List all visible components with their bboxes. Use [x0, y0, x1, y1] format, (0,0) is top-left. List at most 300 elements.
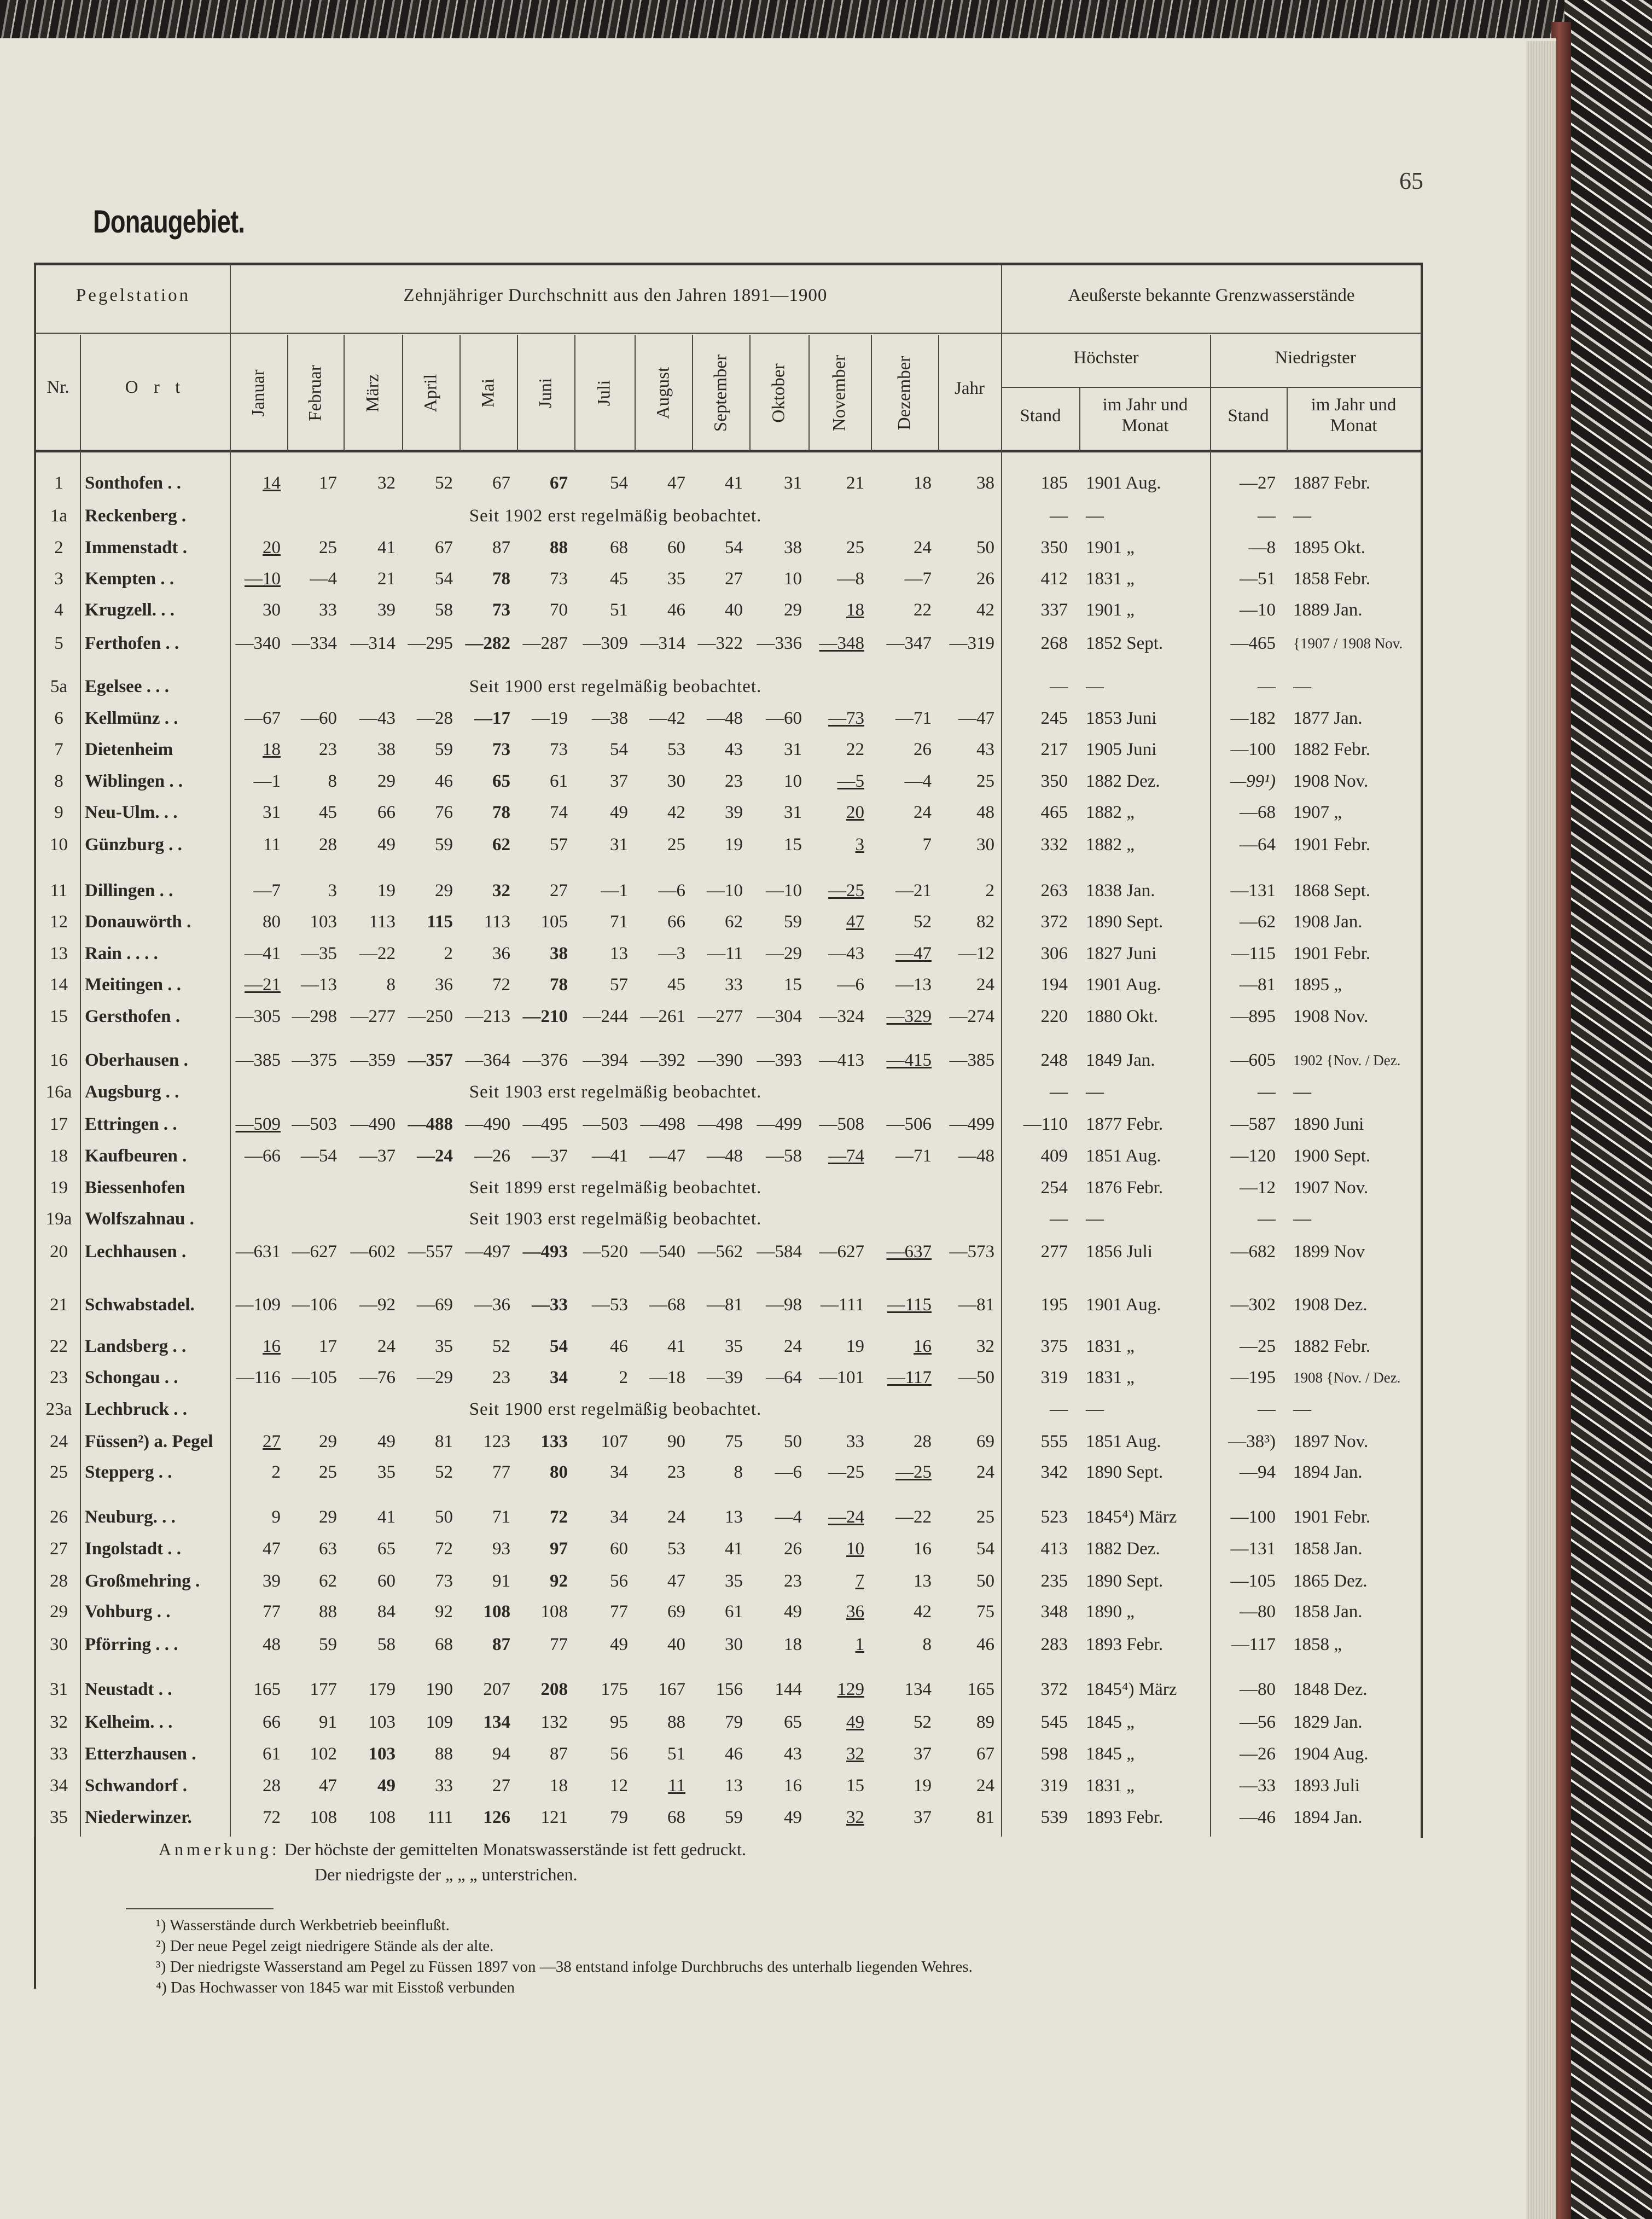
header-bottom-rule: [34, 450, 1422, 452]
row-value: 13: [725, 1776, 743, 1796]
row-niedrigster-stand: —25: [1240, 1337, 1276, 1356]
row-nr: 15: [50, 1007, 68, 1026]
row-nr: 31: [50, 1680, 68, 1699]
row-value: —37: [359, 1146, 395, 1166]
row-value: 27: [725, 569, 743, 589]
row-value: —76: [359, 1368, 395, 1387]
row-niedrigster-jahr-monat: 1829 Jan.: [1293, 1712, 1363, 1732]
row-value: —213: [465, 1007, 510, 1026]
row-hoechster-jahr-monat: 1890 Sept.: [1086, 1462, 1164, 1482]
month-header-10: Oktober: [769, 363, 789, 423]
table-row: [0, 703, 1422, 734]
row-value: 30: [667, 771, 685, 791]
anmerkung-line2: Der niedrigste der „ „ „ unterstrichen.: [315, 1864, 578, 1884]
col-rule-month-header: [344, 335, 345, 451]
row-value: 10: [784, 569, 802, 589]
row-ort: Etterzhausen .: [85, 1744, 196, 1764]
row-value: 68: [610, 538, 628, 557]
row-ort: Schongau . .: [85, 1368, 178, 1387]
row-hoechster-jahr-monat: 1838 Jan.: [1086, 881, 1155, 901]
row-hoechster-jahr-monat: 1845 „: [1086, 1712, 1135, 1732]
row-value: 33: [725, 975, 743, 995]
row-nr: 28: [50, 1571, 68, 1591]
row-nr: 29: [50, 1602, 68, 1622]
col-rule-month-header: [459, 335, 461, 451]
table-row: [0, 1629, 1422, 1660]
row-value: 87: [550, 1744, 568, 1764]
row-niedrigster-stand: —8: [1248, 538, 1276, 557]
row-value: 36: [492, 944, 510, 963]
row-ort: Ferthofen . .: [85, 634, 179, 653]
row-value: 25: [319, 1462, 337, 1482]
row-value: 26: [976, 569, 994, 589]
row-ort: Pförring . . .: [85, 1635, 178, 1654]
row-value: 107: [601, 1432, 628, 1451]
row-hoechster-stand: 319: [1040, 1776, 1068, 1796]
row-value: —322: [697, 634, 743, 653]
row-value: 25: [846, 538, 864, 557]
row-value: 36: [846, 1602, 864, 1622]
table-row: [0, 532, 1422, 563]
row-niedrigster-jahr-monat: 1858 Febr.: [1293, 569, 1371, 589]
row-value: 190: [426, 1680, 453, 1699]
row-value: 73: [435, 1571, 453, 1591]
row-value: —540: [640, 1242, 685, 1262]
row-value: —50: [958, 1368, 994, 1387]
row-value: —385: [949, 1050, 994, 1070]
row-value: 25: [319, 538, 337, 557]
row-ort: Gersthofen .: [85, 1007, 181, 1026]
row-value: 78: [492, 569, 510, 589]
row-value: 75: [976, 1602, 994, 1622]
row-value: 67: [492, 473, 510, 493]
row-value: —67: [245, 708, 281, 728]
row-hoechster-stand: 545: [1040, 1712, 1068, 1732]
row-value: —22: [895, 1507, 932, 1527]
row-value: 53: [667, 740, 685, 759]
row-value: 19: [725, 835, 743, 855]
header-grenzwasserstaende: Aeußerste bekannte Grenzwasserstände: [1068, 286, 1355, 305]
row-value: —1: [601, 881, 628, 901]
row-value: 66: [667, 912, 685, 932]
row-value: —415: [886, 1050, 932, 1070]
row-value: 22: [846, 740, 864, 759]
row-value: —637: [886, 1242, 932, 1262]
row-value: —509: [235, 1114, 281, 1134]
row-niedrigster-stand: —: [1258, 1209, 1276, 1229]
row-value: —7: [904, 569, 932, 589]
row-value: 113: [484, 912, 510, 932]
header-hoechster: Höchster: [1073, 348, 1139, 368]
row-nr: 6: [54, 708, 63, 728]
row-value: —41: [245, 944, 281, 963]
row-value: —392: [640, 1050, 685, 1070]
row-niedrigster-jahr-monat: —: [1293, 677, 1311, 696]
row-value: 8: [922, 1635, 932, 1654]
row-value: —26: [474, 1146, 510, 1166]
row-hoechster-stand: 332: [1040, 835, 1068, 855]
row-value: —101: [819, 1368, 864, 1387]
row-nr: 17: [50, 1114, 68, 1134]
row-value: 49: [784, 1808, 802, 1827]
row-value: 77: [610, 1602, 628, 1622]
row-value: —35: [301, 944, 337, 963]
row-value: —71: [895, 1146, 932, 1166]
row-value: —584: [757, 1242, 802, 1262]
row-value: 41: [377, 538, 395, 557]
row-value: —28: [417, 708, 453, 728]
row-value: 47: [667, 1571, 685, 1591]
rule-grenz: [1001, 333, 1422, 334]
row-value: 23: [784, 1571, 802, 1591]
row-value: —105: [292, 1368, 337, 1387]
header-niedrigster: Niedrigster: [1275, 348, 1356, 368]
row-nr: 9: [54, 803, 63, 822]
row-value: —39: [707, 1368, 743, 1387]
row-ort: Wolfszahnau .: [85, 1209, 194, 1229]
row-value: —498: [640, 1114, 685, 1134]
row-value: —48: [958, 1146, 994, 1166]
row-niedrigster-jahr-monat: 1887 Febr.: [1293, 473, 1371, 493]
row-ort: Schwabstadel.: [85, 1295, 195, 1315]
row-value: 7: [922, 835, 932, 855]
section-title: Donaugebiet.: [93, 204, 245, 240]
row-niedrigster-stand: —27: [1240, 473, 1276, 493]
row-hoechster-jahr-monat: 1882 „: [1086, 803, 1135, 822]
row-value: —627: [819, 1242, 864, 1262]
table-row: [0, 564, 1422, 594]
row-value: 144: [775, 1680, 802, 1699]
row-value: 52: [435, 473, 453, 493]
row-niedrigster-stand: —81: [1240, 975, 1276, 995]
row-value: 31: [784, 803, 802, 822]
row-value: —493: [522, 1242, 568, 1262]
row-hoechster-stand: 523: [1040, 1507, 1068, 1527]
row-value: —92: [359, 1295, 395, 1315]
row-value: —6: [775, 1462, 802, 1482]
row-value: —115: [887, 1295, 932, 1315]
row-value: 69: [976, 1432, 994, 1451]
row-value: —495: [522, 1114, 568, 1134]
row-value: 29: [319, 1507, 337, 1527]
row-hoechster-jahr-monat: 1876 Febr.: [1086, 1178, 1164, 1198]
row-value: 23: [319, 740, 337, 759]
row-hoechster-stand: —: [1050, 506, 1068, 526]
row-value: 77: [550, 1635, 568, 1654]
row-niedrigster-jahr-monat: 1858 „: [1293, 1635, 1342, 1654]
row-value: 19: [846, 1337, 864, 1356]
row-hoechster-stand: —: [1050, 1209, 1068, 1229]
row-hoechster-stand: 348: [1040, 1602, 1068, 1622]
row-niedrigster-stand: —302: [1230, 1295, 1276, 1315]
table-row: [0, 1502, 1422, 1532]
row-value: 49: [610, 803, 628, 822]
row-niedrigster-stand: —51: [1240, 569, 1276, 589]
row-value: 66: [377, 803, 395, 822]
row-value: —68: [649, 1295, 685, 1315]
month-header-7: Juli: [594, 380, 614, 406]
row-value: —17: [474, 708, 510, 728]
row-value: 2: [619, 1368, 628, 1387]
row-hoechster-jahr-monat: 1880 Okt.: [1086, 1007, 1158, 1026]
row-note: Seit 1899 erst regelmäßig beobachtet.: [469, 1178, 762, 1198]
footnotes: [156, 1915, 973, 1998]
row-value: —499: [757, 1114, 802, 1134]
row-value: 46: [667, 600, 685, 620]
table-row: [0, 1674, 1422, 1705]
table-row: [0, 1566, 1422, 1596]
row-value: 35: [667, 569, 685, 589]
row-note: Seit 1903 erst regelmäßig beobachtet.: [469, 1209, 762, 1229]
row-value: 134: [904, 1680, 932, 1699]
row-value: 167: [658, 1680, 685, 1699]
row-value: 29: [784, 600, 802, 620]
row-value: —10: [707, 881, 743, 901]
row-niedrigster-stand: —26: [1240, 1744, 1276, 1764]
row-value: 73: [492, 740, 510, 759]
row-value: —390: [697, 1050, 743, 1070]
row-value: 62: [319, 1571, 337, 1591]
row-value: 17: [319, 1337, 337, 1356]
row-value: 111: [427, 1808, 453, 1827]
row-niedrigster-jahr-monat: 1877 Jan.: [1293, 708, 1363, 728]
row-ort: Neu-Ulm. . .: [85, 803, 178, 822]
header-nr: Nr.: [46, 377, 69, 397]
row-value: —25: [895, 1462, 932, 1482]
row-value: —38: [592, 708, 628, 728]
row-value: 43: [784, 1744, 802, 1764]
month-header-6: Juni: [536, 378, 555, 409]
row-hoechster-stand: 248: [1040, 1050, 1068, 1070]
row-value: —41: [592, 1146, 628, 1166]
row-niedrigster-jahr-monat: 1882 Febr.: [1293, 1337, 1371, 1356]
row-hoechster-jahr-monat: 1845⁴) März: [1086, 1507, 1177, 1527]
row-value: 27: [550, 881, 568, 901]
row-value: 61: [550, 771, 568, 791]
row-hoechster-jahr-monat: 1893 Febr.: [1086, 1808, 1164, 1827]
row-value: 32: [377, 473, 395, 493]
row-hoechster-stand: 220: [1040, 1007, 1068, 1026]
row-value: —111: [820, 1295, 864, 1315]
row-value: —340: [235, 634, 281, 653]
table-row: [0, 1533, 1422, 1564]
row-niedrigster-stand: —587: [1230, 1114, 1276, 1134]
row-value: 109: [426, 1712, 453, 1732]
row-niedrigster-stand: —115: [1231, 944, 1276, 963]
row-niedrigster-stand: —46: [1240, 1808, 1276, 1827]
header-ort: O r t: [125, 377, 186, 397]
row-value: —244: [583, 1007, 628, 1026]
row-value: 60: [377, 1571, 395, 1591]
col-rule-month-header: [692, 335, 693, 451]
row-niedrigster-jahr-monat: 1901 Febr.: [1293, 835, 1371, 855]
row-value: 73: [550, 740, 568, 759]
row-niedrigster-stand: —105: [1230, 1571, 1276, 1591]
row-value: 11: [263, 835, 281, 855]
row-niedrigster-jahr-monat: —: [1293, 1399, 1311, 1419]
row-hoechster-jahr-monat: 1890 „: [1086, 1602, 1135, 1622]
footnote-3: ³) Der niedrigste Wasserstand am Pegel zu Füssen 1897 von —38 entstand infolge Durchbruchs des unterhalb liegenden Wehres.: [156, 1958, 973, 1976]
row-ort: Großmehring .: [85, 1571, 200, 1591]
row-niedrigster-jahr-monat: 1868 Sept.: [1293, 881, 1371, 901]
row-value: —309: [583, 634, 628, 653]
row-value: —43: [359, 708, 395, 728]
header-niedrigster-stand: Stand: [1228, 406, 1269, 426]
row-hoechster-stand: 598: [1040, 1744, 1068, 1764]
row-value: 59: [725, 1808, 743, 1827]
table-row: [0, 1394, 1422, 1425]
row-value: 42: [976, 600, 994, 620]
row-value: 46: [435, 771, 453, 791]
row-value: 38: [784, 538, 802, 557]
row-value: 95: [610, 1712, 628, 1732]
row-niedrigster-jahr-monat: 1908 Nov.: [1293, 771, 1369, 791]
row-value: 28: [263, 1776, 281, 1796]
row-ort: Landsberg . .: [85, 1337, 187, 1356]
row-hoechster-stand: 194: [1040, 975, 1068, 995]
row-value: 66: [263, 1712, 281, 1732]
row-value: 24: [976, 975, 994, 995]
row-value: —1: [253, 771, 281, 791]
row-value: 68: [667, 1808, 685, 1827]
row-niedrigster-jahr-monat: 1904 Aug.: [1293, 1744, 1369, 1764]
row-value: —274: [949, 1007, 994, 1026]
row-hoechster-jahr-monat: 1905 Juni: [1086, 740, 1157, 759]
row-nr: 2: [54, 538, 63, 557]
row-value: 21: [846, 473, 864, 493]
row-hoechster-jahr-monat: —: [1086, 677, 1104, 696]
row-ort: Augsburg . .: [85, 1082, 179, 1102]
row-value: —573: [949, 1242, 994, 1262]
row-nr: 25: [50, 1462, 68, 1482]
row-value: 81: [435, 1432, 453, 1451]
page-edge: [1526, 41, 1556, 2219]
row-value: 115: [427, 912, 453, 932]
row-value: —3: [658, 944, 685, 963]
row-niedrigster-stand: —12: [1240, 1178, 1276, 1198]
row-value: 58: [377, 1635, 395, 1654]
table-row: [0, 1141, 1422, 1171]
row-hoechster-stand: 277: [1040, 1242, 1068, 1262]
row-value: 52: [492, 1337, 510, 1356]
row-value: 97: [550, 1539, 568, 1559]
row-value: 28: [914, 1432, 932, 1451]
row-hoechster-stand: —110: [1023, 1114, 1068, 1134]
row-ort: Füssen²) a. Pegel: [85, 1432, 213, 1451]
row-hoechster-jahr-monat: 1856 Juli: [1086, 1242, 1153, 1262]
row-value: —627: [292, 1242, 337, 1262]
row-value: 108: [310, 1808, 337, 1827]
row-value: 52: [914, 912, 932, 932]
row-niedrigster-jahr-monat: 1897 Nov.: [1293, 1432, 1369, 1451]
row-value: —48: [707, 1146, 743, 1166]
row-value: —336: [757, 634, 802, 653]
row-nr: 19a: [45, 1209, 72, 1229]
row-value: 65: [784, 1712, 802, 1732]
row-value: 90: [667, 1432, 685, 1451]
row-nr: 32: [50, 1712, 68, 1732]
row-value: —71: [895, 708, 932, 728]
row-value: 18: [263, 740, 281, 759]
row-hoechster-jahr-monat: 1901 Aug.: [1086, 1295, 1161, 1315]
row-hoechster-jahr-monat: 1877 Febr.: [1086, 1114, 1164, 1134]
row-value: —10: [766, 881, 802, 901]
row-value: 46: [725, 1744, 743, 1764]
row-ort: Meitingen . .: [85, 975, 181, 995]
row-niedrigster-stand: —100: [1230, 740, 1276, 759]
footnote-4: ⁴) Das Hochwasser von 1845 war mit Eisstoß verbunden: [156, 1979, 515, 1996]
row-hoechster-stand: 195: [1040, 1295, 1068, 1315]
row-niedrigster-stand: —895: [1230, 1007, 1276, 1026]
row-hoechster-stand: 283: [1040, 1635, 1068, 1654]
row-ort: Lechbruck . .: [85, 1399, 188, 1419]
row-niedrigster-jahr-monat: 1908 Dez.: [1293, 1295, 1368, 1315]
row-note: Seit 1900 erst regelmäßig beobachtet.: [469, 1399, 762, 1419]
row-value: 2: [985, 881, 994, 901]
row-hoechster-stand: —: [1050, 1082, 1068, 1102]
row-value: 22: [914, 600, 932, 620]
month-header-11: November: [829, 355, 850, 432]
row-hoechster-jahr-monat: 1882 „: [1086, 835, 1135, 855]
row-hoechster-stand: 254: [1040, 1178, 1068, 1198]
row-niedrigster-stand: —64: [1240, 835, 1276, 855]
row-value: —499: [949, 1114, 994, 1134]
row-value: 7: [855, 1571, 864, 1591]
row-value: —287: [522, 634, 568, 653]
row-value: 46: [610, 1337, 628, 1356]
row-value: 15: [846, 1776, 864, 1796]
row-value: 87: [492, 1635, 510, 1654]
row-value: 40: [667, 1635, 685, 1654]
row-value: 54: [435, 569, 453, 589]
row-value: 84: [377, 1602, 395, 1622]
row-value: 175: [601, 1680, 628, 1699]
row-hoechster-jahr-monat: 1890 Sept.: [1086, 1571, 1164, 1591]
row-value: —19: [532, 708, 568, 728]
row-value: —314: [640, 634, 685, 653]
row-niedrigster-stand: —68: [1240, 803, 1276, 822]
row-hoechster-stand: 350: [1040, 771, 1068, 791]
row-hoechster-jahr-monat: 1893 Febr.: [1086, 1635, 1164, 1654]
row-value: 35: [435, 1337, 453, 1356]
rule-durchschnitt: [230, 333, 1001, 334]
row-value: —12: [958, 944, 994, 963]
row-value: 39: [725, 803, 743, 822]
row-ort: Stepperg . .: [85, 1462, 172, 1482]
row-niedrigster-stand: —80: [1240, 1602, 1276, 1622]
col-rule-month-header: [574, 335, 575, 451]
row-value: 50: [976, 1571, 994, 1591]
row-niedrigster-jahr-monat: 1901 Febr.: [1293, 1507, 1371, 1527]
row-value: 33: [319, 600, 337, 620]
table-row: [0, 829, 1422, 860]
row-value: —506: [886, 1114, 932, 1134]
row-hoechster-stand: —: [1050, 1399, 1068, 1419]
month-header-5: Mai: [478, 378, 498, 408]
row-niedrigster-stand: —682: [1230, 1242, 1276, 1262]
row-value: 67: [976, 1744, 994, 1764]
row-value: —18: [649, 1368, 685, 1387]
row-nr: 16a: [45, 1082, 72, 1102]
row-nr: 1a: [50, 506, 68, 526]
row-value: 33: [846, 1432, 864, 1451]
row-value: 50: [435, 1507, 453, 1527]
row-value: 65: [492, 771, 510, 791]
table-row: [0, 671, 1422, 702]
row-ort: Schwandorf .: [85, 1776, 188, 1796]
header-durchschnitt: Zehnjähriger Durchschnitt aus den Jahren 1891—1900: [403, 286, 828, 305]
month-header-4: April: [421, 374, 440, 413]
